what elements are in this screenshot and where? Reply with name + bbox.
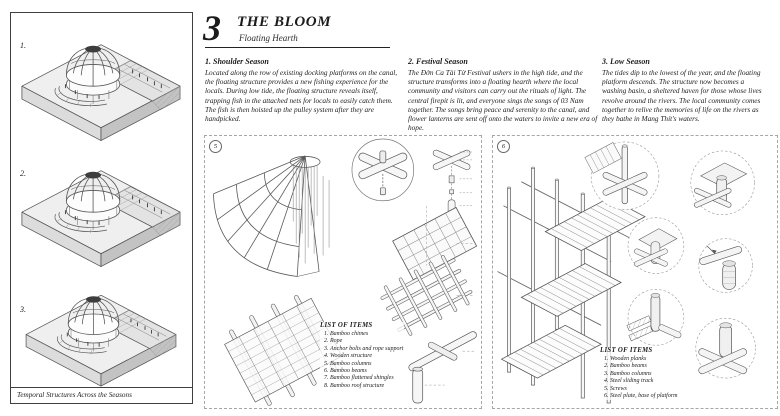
items-list	[600, 356, 678, 400]
season-axon-1	[14, 17, 188, 142]
section-heading: 1. Shoulder Season	[205, 57, 269, 66]
sheet-title: THE BLOOM	[237, 14, 332, 30]
section-heading: 3. Low Season	[602, 57, 650, 66]
items-list	[320, 331, 404, 390]
items-list-title: LIST OF ITEMS	[600, 347, 653, 354]
panel-marker-5: 5	[209, 140, 222, 153]
title-rule	[205, 47, 390, 48]
season-axon-2	[14, 143, 188, 268]
items-list-panel-5	[320, 322, 404, 390]
list-item: 6. Bamboo beams	[330, 368, 404, 375]
list-item: 3. Anchor bolts and rope support	[330, 346, 404, 353]
list-item: 7. Bamboo flattened shingles	[330, 375, 404, 382]
list-item: 4. Steel sliding track	[610, 378, 678, 385]
list-item: 5. Screws	[610, 386, 678, 393]
list-item: 1. Wooden planks	[610, 356, 678, 363]
seasons-figure-panel	[10, 12, 193, 404]
season-axon-3	[14, 269, 188, 387]
section-low-season	[602, 57, 762, 123]
list-item: 2. Bamboo beams	[610, 363, 678, 370]
items-list-panel-6	[600, 347, 678, 400]
section-body: Located along the row of existing docking platforms on the canal, the floating structure provides a new fishing experience for the locals. During low tide, the floating structure reveals itself, trapping fish in the attached nets for locals to easily catch them. The fish is then hoisted up the pulley system after they are handpicked.	[205, 68, 398, 124]
section-body: The Đờn Ca Tài Tử Festival ushers in the high tide, and the structure transforms into a floating hearth where the local community and visitors can carry out the rituals of light. The central firepit is lit, and everyone sings the songs of 03 Nam together. The songs bring peace and serenity to the canal, and flower lanterns are sent off onto the waters to invite a new era of hope.	[408, 68, 598, 133]
list-item: 3. Bamboo columns	[610, 371, 678, 378]
sheet-subtitle: Floating Hearth	[239, 33, 298, 43]
list-item: 8. Bamboo roof structure	[330, 383, 404, 390]
panel-marker-6: 6	[497, 140, 510, 153]
section-heading: 2. Festival Season	[408, 57, 468, 66]
list-item: 4. Wooden structure	[330, 353, 404, 360]
assembly-panel-5	[204, 135, 482, 409]
section-festival-season	[408, 57, 604, 132]
season-label-2: 2.	[20, 169, 26, 178]
list-item: 2. Rope	[330, 338, 404, 345]
section-shoulder-season	[205, 57, 401, 123]
sheet-number: 3	[203, 8, 221, 48]
list-item: 1. Bamboo chimes	[330, 331, 404, 338]
season-label-1: 1.	[20, 41, 26, 50]
season-label-3: 3.	[20, 305, 26, 314]
list-item: 5. Bamboo columns	[330, 361, 404, 368]
section-body: The tides dip to the lowest of the year, and the floating platform descends. The structure now becomes a washing basin, a sheltered haven for those whose lives revolve around the rivers. The local community comes together to relive the memories of life on the rivers as they bathe in Mang Thít's waters.	[602, 68, 762, 124]
list-item: 6. Steel plate, base of platform	[610, 393, 678, 400]
figure-caption: Temporal Structures Across the Seasons	[11, 387, 192, 403]
assembly-panel-6	[492, 135, 778, 409]
items-list-title: LIST OF ITEMS	[320, 322, 373, 329]
